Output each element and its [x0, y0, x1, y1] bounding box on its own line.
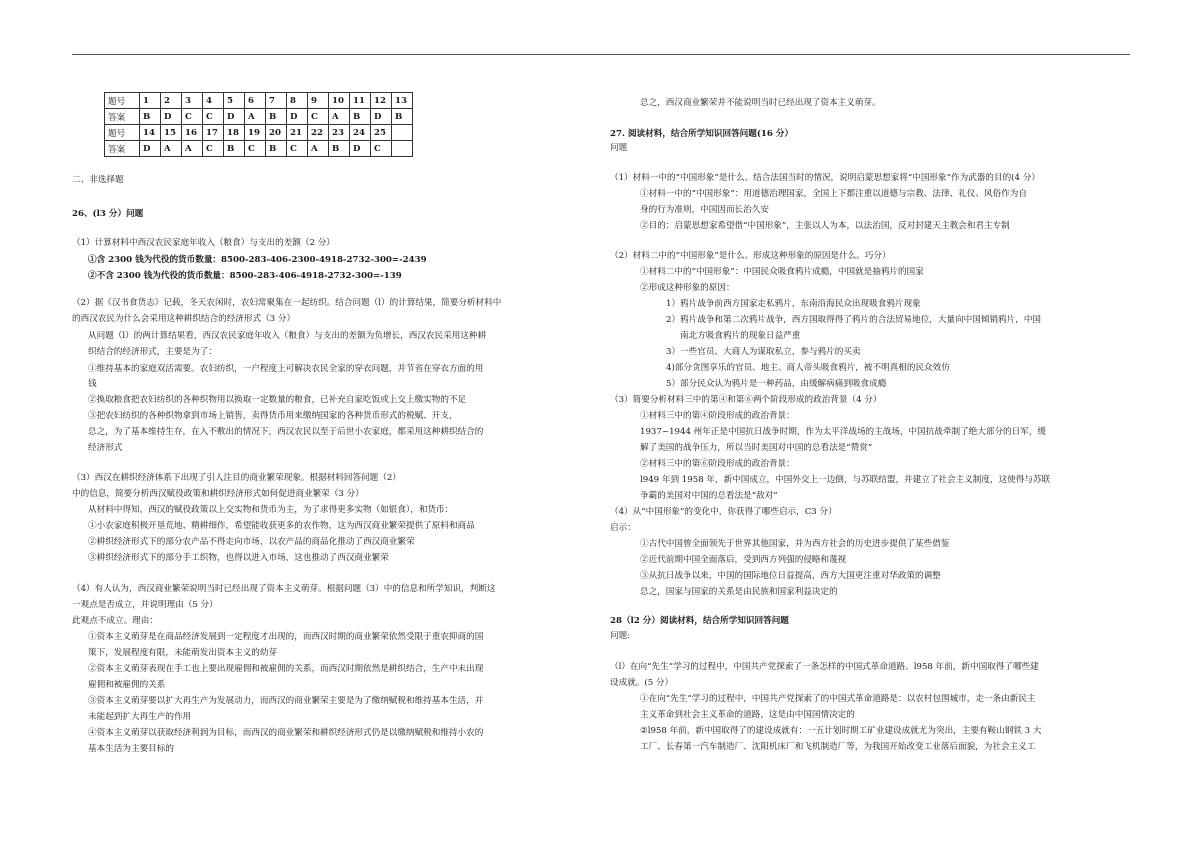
table-cell: 9: [308, 93, 329, 109]
answer-line: 南北方吸食鸦片的现象日益严重: [680, 331, 801, 341]
table-row: [105, 125, 413, 141]
question-heading: 28（l2 分）阅读材料，结合所学知识回答问题: [610, 616, 789, 626]
sub-heading: 问题: [610, 143, 628, 153]
sub-heading: 问题:: [610, 631, 631, 641]
table-cell: 14: [140, 125, 161, 141]
answer-line: 5）部分民众认为鸦片是一种药品，由缓解病痛到吸食成瘾: [666, 379, 887, 389]
table-cell: C: [308, 109, 329, 125]
answer-line: 未能起到扩大再生产的作用: [88, 712, 192, 722]
table-cell: A: [329, 109, 350, 125]
answer-table: [104, 92, 413, 157]
table-cell: [392, 125, 413, 141]
answer-line: 1937~1944 州年正是中国抗日战争时期，作为太平洋战场的主战场，中国抗战牵制了绝大部分的日军，缓: [640, 427, 1047, 437]
row-label: 答案: [105, 141, 140, 157]
table-cell: C: [203, 141, 224, 157]
table-cell: D: [224, 109, 245, 125]
table-cell: D: [161, 109, 182, 125]
sub-question: 一观点是否成立，并说明理由（5 分）: [72, 600, 218, 610]
sub-question: （1）材料一中的“中国形象”是什么。结合法国当时的情况，说明启蒙思想家将“中国形象”作为武器的目的(4 分）: [610, 173, 1040, 183]
answer-line: ①维持基本的家庭双活需要。农妇纺织，一户程度上可解决农民全家的穿衣问题，并节省在穿衣方面的用: [88, 364, 484, 374]
table-cell: 8: [287, 93, 308, 109]
table-cell: 17: [203, 125, 224, 141]
table-cell: 22: [308, 125, 329, 141]
answer-line: ②形成这种形象的原因：: [640, 283, 735, 293]
table-cell: A: [182, 141, 203, 157]
table-cell: C: [182, 109, 203, 125]
answer-line: ③从抗日战争以来，中国的国际地位日益提高，西方大国更注重对华政策的调整: [640, 571, 941, 581]
sub-question: （l）在向“先生”学习的过程中，中国共产党探索了一条怎样的中国式革命道路。l958 年前，新中国取得了哪些建: [610, 662, 1039, 672]
table-cell: C: [245, 141, 266, 157]
question-heading: 27. 阅读材料，结合所学知识回答问题(16 分）: [610, 129, 794, 139]
answer-line: 工厂、长春第一汽车制造厂、沈阳机床厂和飞机制造厂等，为我国开始改变工业落后面貌，为社会主义工: [640, 742, 1036, 752]
answer-line: ③耕织经济形式下的部分手工织物，也得以进入市场，这也推动了西汉商业繁荣: [88, 553, 389, 563]
answer-line: 身的行为准则，中国因而长治久安: [640, 205, 769, 215]
table-cell: 16: [182, 125, 203, 141]
table-row: [105, 109, 413, 125]
table-cell: B: [266, 141, 287, 157]
table-cell: 15: [161, 125, 182, 141]
answer-line: ①材料二中的“中国形象”：中国民众吸食鸦片成瘾，中国就是抽鸦片的国家: [640, 267, 924, 277]
table-cell: C: [371, 141, 392, 157]
table-cell: 3: [182, 93, 203, 109]
row-label: 答案: [105, 109, 140, 125]
table-cell: 20: [266, 125, 287, 141]
answer-line: 总之，西汉商业繁荣并不能说明当时已经出现了资本主义萌芽。: [640, 98, 881, 108]
table-cell: 10: [329, 93, 350, 109]
table-cell: 5: [224, 93, 245, 109]
table-cell: 21: [287, 125, 308, 141]
sub-question: （3）西汉在耕织经济体系下出现了引人注目的商业繁荣现象。根据材料回答问题（2）: [72, 473, 401, 483]
row-label: 题号: [105, 125, 140, 141]
table-cell: A: [308, 141, 329, 157]
table-cell: B: [350, 109, 371, 125]
sub-question: （2）材料二中的“中国形象”是什么。形成这种形象的原因是什么。巧分）: [610, 251, 891, 261]
sub-question: （4）从“中国形象”的变化中，你获得了哪些启示，C3 分）: [610, 507, 837, 517]
table-cell: B: [224, 141, 245, 157]
header-rule: [72, 54, 1130, 55]
table-cell: 4: [203, 93, 224, 109]
table-cell: 25: [371, 125, 392, 141]
answer-line: ①小农家庭积极开垦荒地、精耕细作，希望能收获更多的农作物，这为西汉商业繁荣提供了原料和商品: [88, 521, 475, 531]
answer-line: ②目的：启蒙思想家希望借“中国形象”，主张以人为本，以法治国，反对封建天主教会和君主专制: [640, 221, 1010, 231]
answer-line: ①资本主义萌芽是在商品经济发展到一定程度才出现的，而西汉时期的商业繁荣依然受限于重农抑商的国: [88, 632, 484, 642]
answer-line: 3）一些官员、大商人为谋取私立，参与鸦片的买卖: [666, 347, 861, 357]
answer-line: ②材料三中的第⑥阶段形成的政治背景：: [640, 459, 795, 469]
section-heading: 二、非选择题: [72, 175, 124, 185]
sub-question: （4）有人认为，西汉商业繁荣说明当时已经出现了资本主义萌芽。根据问题（3）中的信息和所学知识，判断这: [72, 584, 496, 594]
answer-line: ②耕织经济形式下的部分农产品不得走向市场，以农产品的商品化推动了西汉商业繁荣: [88, 537, 415, 547]
table-row: [105, 141, 413, 157]
answer-line: ②换取粮食把农妇纺织的各种织物用以换取一定数量的粮食，已补充自家吃饭或上交上缴实物的不足: [88, 395, 467, 405]
sub-question: （3）简要分析材料三中的第④和第⑥两个阶段形成的政治背景（4 分）: [610, 395, 882, 405]
table-cell: B: [329, 141, 350, 157]
question-heading: 26、(l3 分）问题: [72, 209, 144, 219]
table-row: [105, 93, 413, 109]
answer-line: 4)部分贪图享乐的官员、地主、商人帝头吸食鸦片，被不明真相的民众效仿: [666, 363, 950, 373]
answer-line: 2）鸦片战争和第二次鸦片战争，西方国取得得了鸦片的合法贸易地位，大量向中国倾销鸦片，中国: [666, 315, 1042, 325]
table-cell: 23: [329, 125, 350, 141]
answer-line: ④资本主义萌芽以获取经济利润为目标，而西汉的商业繁荣和耕织经济形式仍是以缴纳赋税和维持小农的: [88, 728, 484, 738]
answer-line: ①在向“先生”学习的过程中，中国共产党探索了的中国式革命道路是：以农村包围城市，走一条由新民主: [640, 694, 1036, 704]
answer-line: ①材料三中的第④阶段形成的政治背景：: [640, 411, 795, 421]
table-cell: C: [287, 141, 308, 157]
table-cell: D: [371, 109, 392, 125]
answer-line: ②近代前期中国全面落后，受到西方列强的侵略和蔑视: [640, 555, 847, 565]
answer-line: 策下，发展程度有限，未能萌发出资本主义的幼芽: [88, 648, 278, 658]
table-cell: B: [392, 109, 413, 125]
table-cell: 12: [371, 93, 392, 109]
table-cell: 18: [224, 125, 245, 141]
answer-line: ①含 2300 钱为代役的货币数量：8500-283-406-2300-4918-2732-300=-2439: [88, 255, 427, 265]
answer-line: 总之，为了基本维持生存，在入不敷出的情况下，西汉农民以至于后世小农家庭，都采用这种耕织结合的: [88, 427, 484, 437]
answer-line: ①古代中国曾全面领先于世界其他国家，并为西方社会的历史进步提供了某些借鉴: [640, 539, 950, 549]
table-cell: 6: [245, 93, 266, 109]
answer-line: 解了美国的战争压力，所以当时美国对中国的总看法是“赞赏”: [640, 443, 873, 453]
answer-line: l949 年到 1958 年，新中国成立，中国外交上一边倒，与苏联结盟，并建立了社会主义制度，这使得与苏联: [640, 475, 1051, 485]
sub-question: 的西汉农民为什么会采用这种耕织结合的经济形式（3 分）: [72, 314, 296, 324]
table-cell: 13: [392, 93, 413, 109]
answer-line: 基本生活为主要目标的: [88, 744, 174, 754]
answer-line: ②资本主义萌芽表现在手工也上要出现雇佣和被雇佣的关系，而西汉时期依然是耕织结合，生产中未出现: [88, 664, 484, 674]
table-cell: 24: [350, 125, 371, 141]
answer-line: ②l958 年前，新中国取得了的建设成就有：一五计划时期工矿业建设成就尤为突出，主要有鞍山钢铁 3 大: [640, 726, 1042, 736]
sub-question: 设成就。(5 分）: [610, 678, 674, 688]
answer-line: ①材料一中的“中国形象”：用道德治理国家，全国上下都注重以道德与宗教、法律、礼仪、风俗作为自: [640, 189, 1027, 199]
answer-line: 主义革命到社会主义革命的道路，这是由中国国情决定的: [640, 710, 855, 720]
answer-line: 此观点不成立。理由：: [72, 616, 158, 626]
table-cell: 11: [350, 93, 371, 109]
table-cell: B: [140, 109, 161, 125]
sub-question: 中的信息，简要分析西汉赋役政策和耕织经济形式如何促进商业繁荣（3 分）: [72, 489, 364, 499]
table-cell: B: [266, 109, 287, 125]
table-cell: 1: [140, 93, 161, 109]
answer-line: 从材料中得知，西汉的赋役政策以上交实物和货币为主，为了求得更多实物（如银食），和货币：: [88, 505, 454, 515]
table-cell: C: [203, 109, 224, 125]
table-cell: 19: [245, 125, 266, 141]
answer-line: ③资本主义萌芽要以扩大再生产为发展动力，而西汉的商业繁荣主要是为了缴纳赋税和维持基本生活，并: [88, 696, 484, 706]
answer-line: 争霸的美国对中国的总看法是“敌对”: [640, 491, 778, 501]
table-cell: D: [350, 141, 371, 157]
table-cell: [392, 141, 413, 157]
answer-line: 1）鸦片战争前西方国家走私鸦片，东南沿海民众出现吸食鸦片现象: [666, 299, 921, 309]
answer-line: 织结合的经济形式，主要是为了：: [88, 347, 217, 357]
table-cell: D: [140, 141, 161, 157]
answer-line: 经济形式: [88, 443, 123, 453]
sub-question: （2）据《汉书食货志》记载，冬天农闲时，农妇常聚集在一起纺织。结合问题（l）的计算结果，简要分析材料中: [72, 298, 502, 308]
answer-line: 钱: [88, 379, 97, 389]
answer-line: 总之，国家与国家的关系是由民族和国家利益决定的: [640, 587, 838, 597]
answer-line: 启示：: [610, 523, 636, 533]
sub-question: （1）计算材料中西汉农民家庭年收入（粮食）与支出的差额（2 分）: [72, 238, 335, 248]
answer-line: ③把农妇纺织的各种织物拿到市场上销售，卖得货币用来缴纳国家的各种货币形式的税赋、开支，: [88, 411, 458, 421]
answer-line: 从问题（l）的两计算结果看，西汉农民家庭年收入（粮食）与支出的差额为负增长，西汉农民采用这种耕: [88, 331, 487, 341]
answer-line: 雇佣和被雇佣的关系: [88, 680, 166, 690]
table-cell: D: [287, 109, 308, 125]
table-cell: A: [161, 141, 182, 157]
table-cell: 2: [161, 93, 182, 109]
row-label: 题号: [105, 93, 140, 109]
answer-line: ②不含 2300 钱为代役的货币数量：8500-283-406-4918-2732-300=-139: [88, 271, 402, 281]
table-cell: 7: [266, 93, 287, 109]
table-cell: A: [245, 109, 266, 125]
